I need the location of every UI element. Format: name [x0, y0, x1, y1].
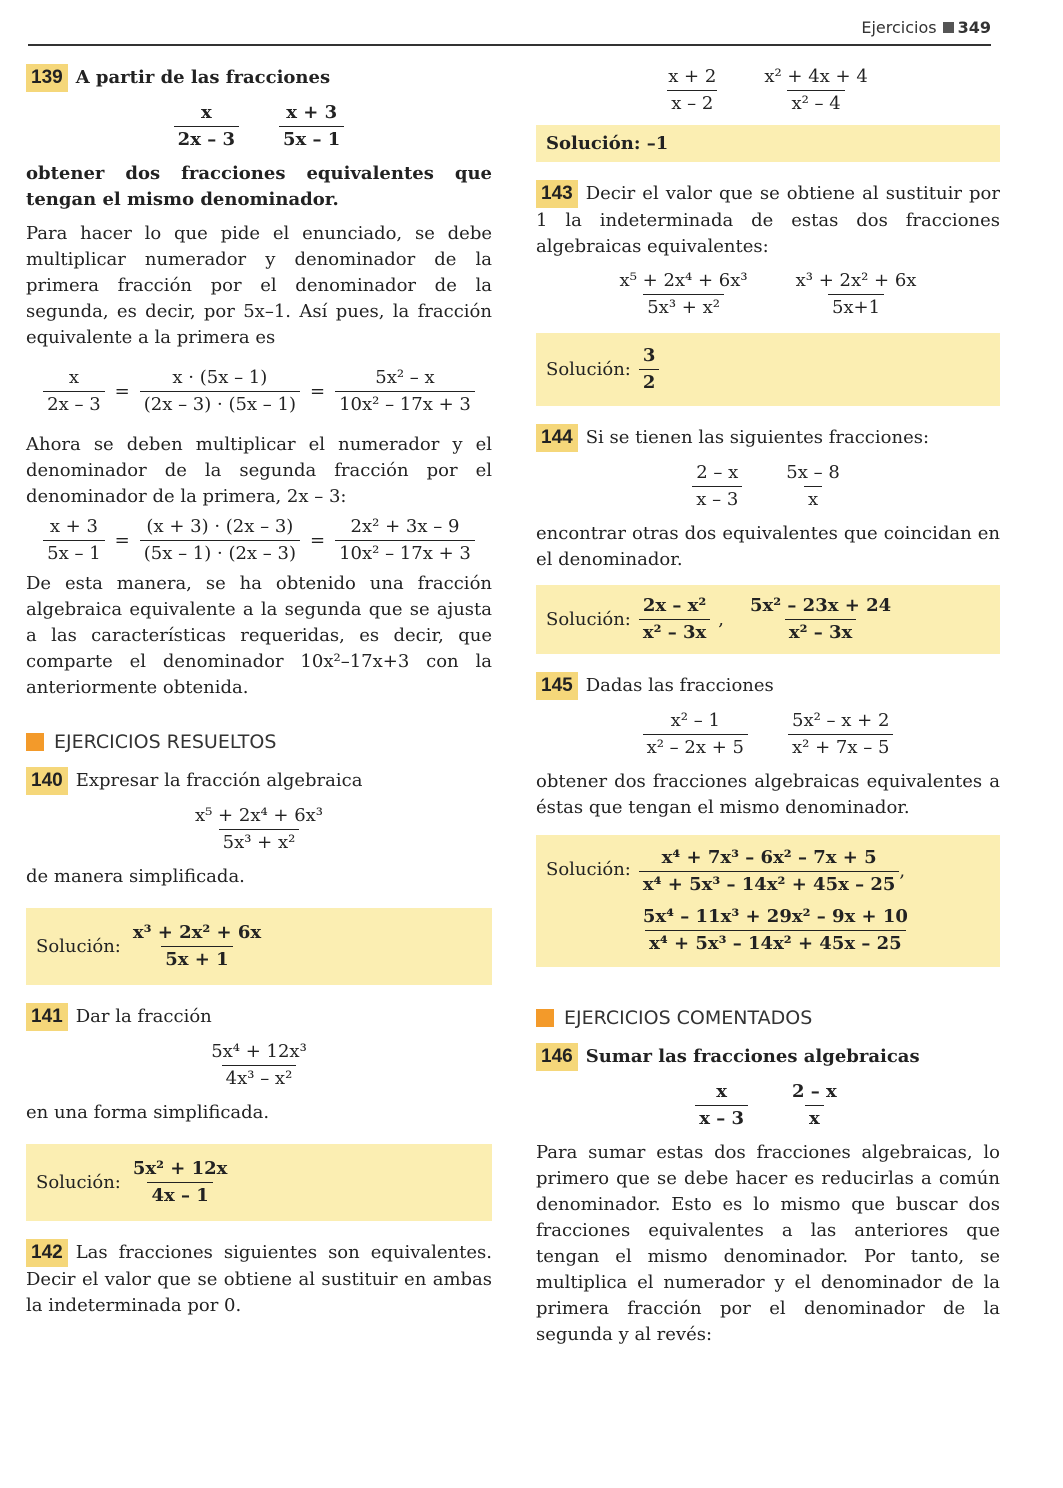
denominator: (5x – 1) · (2x – 3)	[140, 540, 300, 567]
denominator: x	[805, 1105, 824, 1132]
equals-sign: =	[114, 381, 130, 402]
fraction-row	[536, 268, 1000, 321]
exercise-141	[26, 1003, 492, 1221]
exercise-142-continued	[536, 64, 1000, 162]
numerator: 2x – x²	[642, 595, 707, 616]
fraction	[664, 64, 720, 117]
section-title: EJERCICIOS RESUELTOS	[54, 731, 277, 753]
equals-sign: =	[310, 530, 326, 551]
numerator: 5x⁴ + 12x³	[211, 1041, 307, 1062]
denominator: x – 2	[667, 90, 717, 117]
solution-box	[26, 908, 492, 985]
exercise-text: Dadas las fracciones	[585, 675, 774, 696]
numerator: x² + 4x + 4	[764, 66, 868, 87]
exercise-title: Expresar la fracción algebraica	[75, 770, 363, 791]
square-icon	[943, 22, 954, 33]
solution-fraction	[639, 904, 912, 957]
numerator: x	[200, 102, 212, 123]
numerator: 2 – x	[792, 1081, 837, 1102]
numerator: x + 2	[668, 66, 717, 87]
denominator: x⁴ + 5x³ – 14x² + 45x – 25	[645, 930, 906, 957]
denominator: x – 3	[692, 486, 742, 513]
solution-box	[536, 585, 1000, 654]
paragraph: encontrar otras dos equivalentes que coincidan en el denominador.	[536, 523, 1000, 570]
fraction-row	[26, 1039, 492, 1092]
fraction	[692, 460, 742, 513]
fraction-row	[536, 1079, 1000, 1132]
fraction	[174, 100, 239, 153]
solution-fraction	[746, 593, 895, 646]
numerator: 5x² + 12x	[132, 1158, 228, 1179]
fraction	[788, 708, 893, 761]
solution-box	[536, 333, 1000, 406]
denominator: 4x³ – x²	[222, 1065, 297, 1092]
comma: ,	[718, 609, 724, 630]
exercise-146	[536, 1043, 1000, 1348]
numerator: (x + 3) · (2x – 3)	[146, 516, 294, 537]
exercise-number: 141	[26, 1003, 68, 1031]
fraction	[643, 708, 748, 761]
exercise-143	[536, 180, 1000, 406]
fraction	[191, 803, 327, 856]
denominator: x² – 3x	[639, 619, 710, 646]
numerator: 3	[642, 345, 656, 366]
numerator: 2x² + 3x – 9	[350, 516, 460, 537]
denominator: 2	[639, 369, 660, 396]
denominator: 10x² – 17x + 3	[335, 540, 475, 567]
numerator: 5x² – 23x + 24	[750, 595, 892, 616]
numerator: 5x⁴ – 11x³ + 29x² – 9x + 10	[642, 906, 908, 927]
fraction	[279, 100, 344, 153]
fraction	[207, 1039, 311, 1092]
page-header	[861, 18, 991, 37]
left-column	[26, 64, 492, 1337]
exercise-number: 140	[26, 767, 68, 795]
fraction	[788, 1079, 841, 1132]
paragraph: Ahora se deben multiplicar el numerador y el denominador de la segunda fracción por el denominador de la primera, 2x – 3:	[26, 434, 492, 507]
numerator: x⁵ + 2x⁴ + 6x³	[194, 805, 324, 826]
fraction	[760, 64, 871, 117]
fraction	[782, 460, 844, 513]
solution-box	[536, 835, 1000, 967]
denominator: x² + 7x – 5	[788, 734, 893, 761]
exercise-text: Si se tienen las siguientes fracciones:	[585, 427, 930, 448]
solution-box	[536, 125, 1000, 162]
fraction-row	[536, 708, 1000, 761]
solution-label: Solución:	[36, 936, 121, 957]
equals-sign: =	[114, 530, 130, 551]
denominator: x	[804, 486, 822, 513]
numerator: x² – 1	[670, 710, 720, 731]
denominator: 2x – 3	[174, 126, 239, 153]
exercise-144	[536, 424, 1000, 654]
exercise-number: 145	[536, 672, 578, 700]
numerator: x	[68, 367, 79, 388]
solution-label: Solución:	[36, 1172, 121, 1193]
exercise-number: 146	[536, 1043, 578, 1071]
solution-fraction	[639, 845, 900, 898]
exercise-title: Sumar las fracciones algebraicas	[585, 1046, 920, 1067]
paragraph: obtener dos fracciones algebraicas equivalentes a éstas que tengan el mismo denominador.	[536, 771, 1000, 818]
denominator: 2x – 3	[43, 391, 105, 418]
exercise-statement: obtener dos fracciones equivalentes que tengan el mismo denominador.	[26, 163, 492, 210]
denominator: 5x – 1	[279, 126, 344, 153]
fraction	[140, 514, 300, 567]
exercise-title: A partir de las fracciones	[75, 67, 331, 88]
denominator: 5x³ + x²	[643, 294, 724, 321]
numerator: 5x² – x + 2	[792, 710, 890, 731]
denominator: 5x+1	[828, 294, 884, 321]
fraction-row	[26, 100, 492, 153]
denominator: x² – 2x + 5	[643, 734, 748, 761]
equals-sign: =	[310, 381, 326, 402]
header-rule	[28, 44, 991, 46]
numerator: 5x – 8	[786, 462, 840, 483]
numerator: x⁴ + 7x³ – 6x² – 7x + 5	[661, 847, 877, 868]
fraction	[43, 514, 105, 567]
fraction	[335, 365, 475, 418]
paragraph: Para sumar estas dos fracciones algebraicas, lo primero que se debe hacer es reducirlas a común denominador. Esto es lo mismo que buscar dos fracciones equivalentes a las anteriores que tengan el mismo denominador. Por tanto, se multiplica el numerador y el denominador de la primera fracción por el denominador de la segunda y al revés:	[536, 1142, 1000, 1345]
header-section: Ejercicios	[861, 18, 937, 37]
solution-label: Solución:	[546, 859, 631, 880]
exercise-139	[26, 64, 492, 701]
fraction	[695, 1079, 748, 1132]
denominator: 4x – 1	[147, 1182, 212, 1209]
fraction-row	[536, 64, 1000, 117]
fraction	[140, 365, 300, 418]
equation	[26, 514, 492, 567]
exercise-142-statement	[26, 1239, 492, 1319]
solution-label: Solución:	[546, 359, 631, 380]
denominator: 10x² – 17x + 3	[335, 391, 475, 418]
denominator: x² – 3x	[785, 619, 856, 646]
solution-fraction	[639, 593, 710, 646]
exercise-145	[536, 672, 1000, 967]
orange-square-icon	[26, 733, 44, 751]
fraction-row	[536, 460, 1000, 513]
denominator: 5x + 1	[161, 946, 232, 973]
equation	[26, 365, 492, 418]
exercise-number: 144	[536, 424, 578, 452]
fraction	[335, 514, 475, 567]
numerator: x + 3	[49, 516, 98, 537]
paragraph: de manera simplificada.	[26, 866, 245, 887]
numerator: x³ + 2x² + 6x	[132, 922, 262, 943]
exercise-number: 142	[26, 1239, 68, 1267]
fraction	[792, 268, 921, 321]
page-number: 349	[957, 18, 991, 37]
denominator: x⁴ + 5x³ – 14x² + 45x – 25	[639, 871, 900, 898]
comma: ,	[899, 860, 906, 882]
paragraph: De esta manera, se ha obtenido una fracción algebraica equivalente a la segunda que se ajusta a las características requeridas, es decir, que comparte el denominador 10x²–17x+3 con la anteriormente obtenida.	[26, 573, 492, 698]
orange-square-icon	[536, 1009, 554, 1027]
denominator: (2x – 3) · (5x – 1)	[140, 391, 300, 418]
numerator: x + 3	[286, 102, 338, 123]
exercise-text: Decir el valor que se obtiene al sustituir por 1 la indeterminada de estas dos fracciones algebraicas equivalentes:	[536, 183, 1000, 257]
numerator: x	[716, 1081, 727, 1102]
numerator: 2 – x	[696, 462, 739, 483]
fraction-row	[26, 803, 492, 856]
solution-label: Solución:	[546, 609, 631, 630]
paragraph: en una forma simplificada.	[26, 1102, 270, 1123]
section-heading	[536, 1007, 1000, 1029]
denominator: x – 3	[695, 1105, 748, 1132]
exercise-140	[26, 767, 492, 985]
solution-fraction	[129, 920, 265, 973]
exercise-text: Las fracciones siguientes son equivalentes. Decir el valor que se obtiene al sustituir en ambas la indeterminada por 0.	[26, 1242, 492, 1316]
numerator: x⁵ + 2x⁴ + 6x³	[619, 270, 748, 291]
solution-fraction	[129, 1156, 232, 1209]
exercise-title: Dar la fracción	[75, 1006, 212, 1027]
denominator: 5x³ + x²	[219, 829, 300, 856]
denominator: x² – 4	[787, 90, 844, 117]
solution-box	[26, 1144, 492, 1221]
fraction	[43, 365, 105, 418]
section-title: EJERCICIOS COMENTADOS	[564, 1007, 813, 1029]
solution-fraction	[639, 343, 660, 396]
solution-fractions	[639, 845, 912, 957]
paragraph: Para hacer lo que pide el enunciado, se debe multiplicar numerador y denominador de la primera fracción por el denominador de la segunda, es decir, por 5x–1. Así pues, la fracción equivalente a la primera es	[26, 223, 492, 348]
denominator: 5x – 1	[43, 540, 105, 567]
section-heading	[26, 731, 492, 753]
exercise-number: 143	[536, 180, 578, 208]
right-column	[536, 64, 1000, 1366]
numerator: x · (5x – 1)	[172, 367, 268, 388]
exercise-number: 139	[26, 64, 68, 92]
fraction	[616, 268, 752, 321]
numerator: 5x² – x	[375, 367, 435, 388]
solution-text: Solución: –1	[546, 133, 669, 154]
numerator: x³ + 2x² + 6x	[795, 270, 917, 291]
